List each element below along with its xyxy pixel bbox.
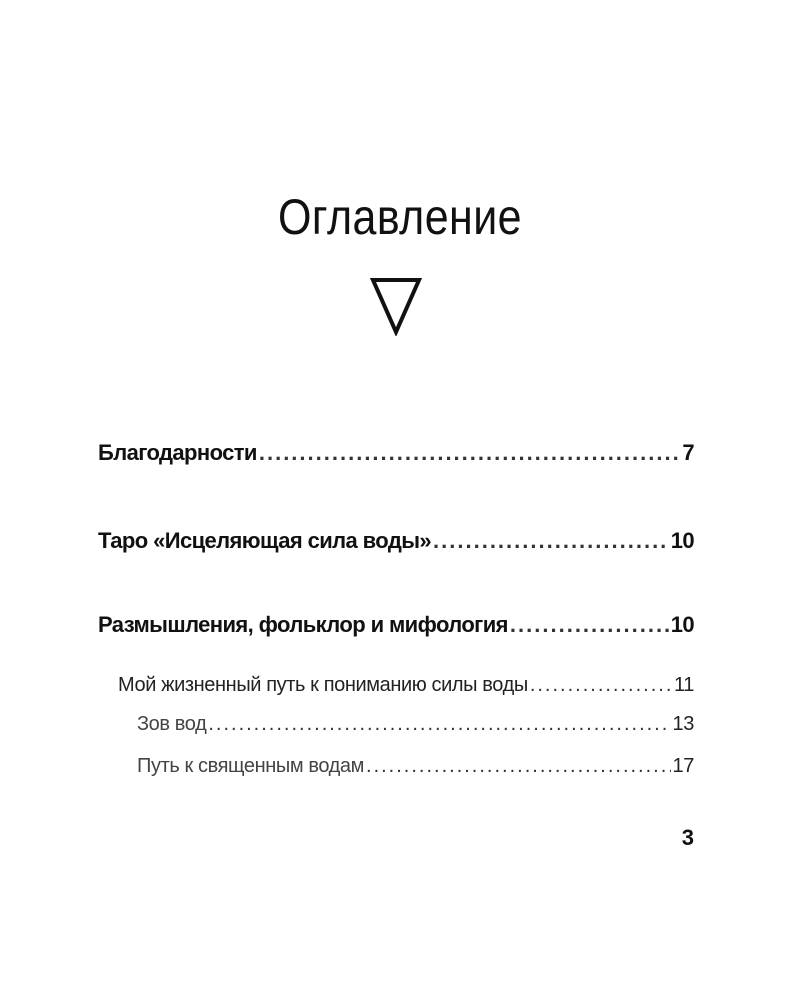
toc-entry-label: Размышления, фольклор и мифология	[98, 612, 508, 637]
toc-entry-life-path[interactable]	[118, 674, 694, 697]
toc-entry-reflections[interactable]	[98, 612, 694, 638]
toc-entry-call-of-waters[interactable]	[137, 713, 694, 736]
toc-page-number: 7	[682, 440, 694, 465]
toc-page-number: 10	[670, 528, 694, 553]
toc-dot-leader	[366, 755, 671, 778]
toc-dot-leader	[259, 440, 681, 466]
water-element-icon	[369, 276, 423, 336]
toc-entry-label: Мой жизненный путь к пониманию силы воды	[118, 674, 528, 696]
toc-entry-label: Таро «Исцеляющая сила воды»	[98, 528, 432, 553]
toc-dot-leader	[530, 674, 672, 697]
toc-dot-leader	[510, 612, 669, 638]
page-title: Оглавление	[277, 189, 523, 245]
toc-page-number: 10	[670, 612, 694, 637]
toc-entry-sacred-waters[interactable]	[137, 755, 694, 778]
toc-entry-label: Путь к священным водам	[137, 755, 365, 777]
toc-entry-tarot[interactable]	[98, 528, 694, 554]
toc-page-number: 11	[674, 674, 694, 696]
toc-entry-acknowledgements[interactable]	[98, 440, 694, 466]
toc-dot-leader	[208, 713, 670, 736]
page-number: 3	[681, 825, 694, 850]
toc-dot-leader	[433, 528, 669, 554]
toc-page-number: 13	[672, 713, 694, 735]
toc-page-number: 17	[672, 755, 694, 777]
toc-entry-label: Зов вод	[137, 713, 207, 735]
toc-entry-label: Благодарности	[98, 440, 257, 465]
